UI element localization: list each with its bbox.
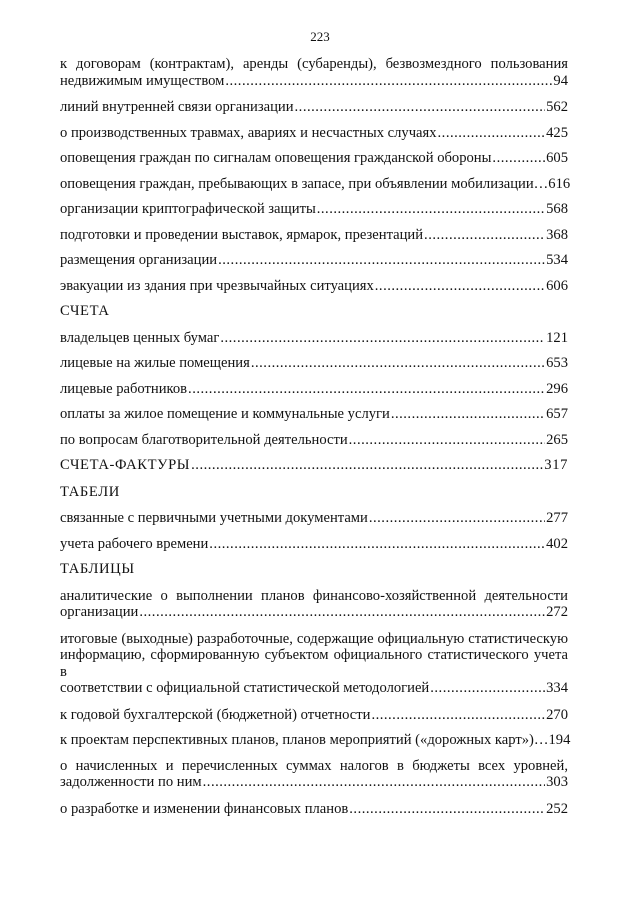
leader-dots: [251, 355, 545, 372]
entry-page: 265: [546, 431, 568, 448]
leader-dots: [375, 278, 545, 295]
entry-row: [60, 680, 568, 697]
entry-page: 270: [546, 706, 568, 723]
leader-dots: [438, 125, 546, 142]
entry-text: к проектам перспективных планов, планов мероприятий («дорожных карт»)…: [60, 732, 549, 748]
entry-page: 568: [546, 201, 568, 217]
entry-text: соответствии с официальной статистической методологией: [60, 680, 430, 696]
entry-text: к годовой бухгалтерской (бюджетной) отчетности: [60, 706, 371, 723]
entry-text-lead: о начисленных и перечисленных суммах налогов в бюджеты всех уровней,: [60, 757, 568, 774]
leader-dots: [391, 406, 545, 423]
index-entry: [60, 355, 568, 372]
entry-page: 425: [546, 124, 568, 141]
index-entry: [60, 227, 568, 244]
entry-page: 303: [546, 774, 568, 790]
entry-page: 657: [546, 406, 568, 422]
entry-page: 606: [546, 277, 568, 294]
leader-dots: [218, 252, 545, 269]
section-heading-text: СЧЕТА-ФАКТУРЫ: [60, 457, 191, 473]
entry-page: 272: [546, 604, 568, 620]
entry-text-lead: к договорам (контрактам), аренды (субаренды), безвозмездного пользования: [60, 56, 568, 72]
index-entry: [60, 201, 568, 218]
index-entry: [60, 381, 568, 398]
index-entry: [60, 510, 568, 527]
leader-dots: [203, 774, 545, 791]
leader-dots: [349, 801, 545, 818]
leader-dots: [295, 99, 546, 116]
entry-text: учета рабочего времени: [60, 535, 209, 552]
entry-row: [60, 73, 568, 90]
entry-text: организации криптографической защиты: [60, 201, 316, 217]
index-entry: [60, 758, 568, 791]
index-entry: [60, 252, 568, 269]
index-entry: [60, 631, 568, 697]
entry-text-lead: аналитические о выполнении планов финансово-хозяйственной деятельности: [60, 587, 568, 604]
entry-text: организации: [60, 604, 139, 620]
page-number: 223: [310, 29, 330, 44]
index-entry: [60, 330, 568, 347]
entry-text: по вопросам благотворительной деятельности: [60, 431, 348, 448]
entry-text: оплаты за жилое помещение и коммунальные услуги: [60, 406, 390, 422]
entry-page: 317: [544, 457, 568, 473]
index-entry: [60, 588, 568, 621]
entry-page: 534: [546, 252, 568, 268]
entry-text: задолженности по ним: [60, 774, 202, 790]
index-entry: [60, 99, 568, 116]
entry-text-lead: информацию, сформированную субъектом официального статистического учета в: [60, 647, 568, 680]
entry-page: 402: [546, 535, 568, 552]
entry-text: линий внутренней связи организации: [60, 99, 294, 115]
entry-row: [60, 774, 568, 791]
entry-page: 616: [548, 175, 571, 192]
leader-dots: [191, 457, 543, 474]
entry-page: 368: [546, 226, 568, 243]
entry-page: 334: [546, 680, 568, 696]
section-heading-scheta: СЧЕТА: [60, 303, 110, 319]
leader-dots: [317, 201, 545, 218]
entry-page: 277: [546, 510, 568, 526]
entry-text: размещения организации: [60, 252, 218, 268]
leader-dots: [225, 73, 552, 90]
index-entry: [60, 406, 568, 423]
index-entry: [60, 278, 568, 295]
leader-dots: [349, 432, 545, 449]
entry-page: 605: [546, 150, 568, 166]
entry-page: 94: [553, 72, 568, 89]
leader-dots: [369, 510, 545, 527]
index-entry: [60, 536, 568, 553]
index-entry: [60, 56, 568, 89]
entry-page: 252: [546, 800, 568, 817]
index-entry: [60, 732, 571, 749]
entry-text-lead: итоговые (выходные) разработочные, содержащие официальную статистическую: [60, 630, 568, 647]
index-content: [60, 56, 571, 826]
index-entry: [60, 175, 571, 193]
leader-dots: [139, 604, 545, 621]
entry-page: 121: [546, 329, 568, 346]
entry-text: оповещения граждан, пребывающих в запасе, при объявлении мобилизации…: [60, 175, 549, 192]
leader-dots: [188, 381, 545, 398]
section-heading-tabeli: ТАБЕЛИ: [60, 483, 120, 500]
entry-text: подготовки и проведении выставок, ярмарок, презентаций: [60, 226, 424, 243]
index-entry: [60, 125, 568, 142]
entry-text: эвакуации из здания при чрезвычайных ситуациях: [60, 277, 374, 294]
index-entry: [60, 150, 568, 167]
section-heading-tablitsy: ТАБЛИЦЫ: [60, 561, 135, 577]
index-entry: [60, 801, 568, 818]
leader-dots: [424, 227, 545, 244]
index-entry: [60, 707, 568, 724]
entry-row: [60, 604, 568, 621]
entry-page: 653: [546, 355, 568, 371]
entry-text: владельцев ценных бумаг: [60, 329, 220, 346]
entry-text: недвижимым имуществом: [60, 72, 225, 89]
entry-text: связанные с первичными учетными документами: [60, 510, 368, 526]
leader-dots: [209, 536, 545, 553]
entry-text: лицевые на жилые помещения: [60, 355, 250, 371]
entry-page: 296: [546, 380, 568, 397]
leader-dots: [492, 150, 545, 167]
entry-text: оповещения граждан по сигналам оповещения гражданской обороны: [60, 150, 492, 166]
leader-dots: [371, 707, 545, 724]
index-entry: [60, 432, 568, 449]
entry-text: о разработке и изменении финансовых планов: [60, 800, 349, 817]
section-heading-faktury: [60, 457, 568, 474]
entry-text: лицевые работников: [60, 380, 188, 397]
entry-page: 194: [548, 732, 571, 748]
entry-text: о производственных травмах, авариях и несчастных случаях: [60, 124, 437, 141]
leader-dots: [430, 680, 545, 697]
leader-dots: [220, 330, 545, 347]
entry-page: 562: [546, 99, 568, 115]
